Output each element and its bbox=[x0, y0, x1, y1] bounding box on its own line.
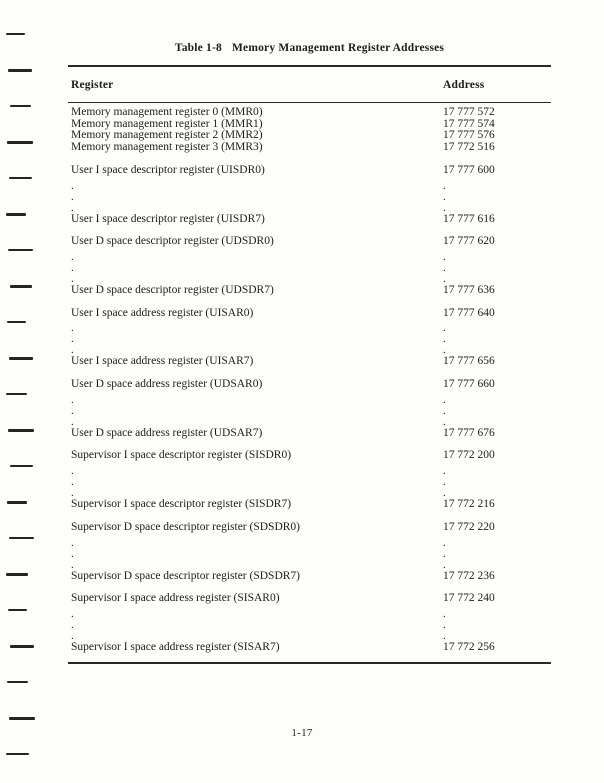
row-gap bbox=[68, 297, 551, 308]
continuation-dots-row bbox=[68, 406, 551, 417]
table-title bbox=[68, 41, 551, 55]
register-address: 17 777 576 bbox=[443, 129, 495, 142]
continuation-dot: . bbox=[443, 465, 446, 478]
continuation-dots-row bbox=[68, 609, 551, 620]
table-row bbox=[68, 285, 551, 297]
continuation-dots bbox=[68, 395, 551, 428]
register-address: 17 777 616 bbox=[443, 212, 495, 225]
continuation-dots bbox=[68, 538, 551, 571]
register-address: 17 777 660 bbox=[443, 378, 495, 391]
register-address: 17 777 676 bbox=[443, 426, 495, 439]
continuation-dots-row bbox=[68, 549, 551, 560]
register-name: User D space descriptor register (UDSDR7) bbox=[71, 283, 274, 296]
register-name: Supervisor D space descriptor register (SDSDR0) bbox=[71, 520, 300, 533]
continuation-dots-row bbox=[68, 477, 551, 488]
continuation-dot: . bbox=[71, 629, 74, 642]
continuation-dot: . bbox=[443, 558, 446, 571]
register-address: 17 777 572 bbox=[443, 106, 495, 118]
continuation-dot: . bbox=[71, 415, 74, 428]
continuation-dots-row bbox=[68, 620, 551, 631]
table-row bbox=[68, 236, 551, 248]
column-header-register: Register bbox=[71, 79, 114, 91]
table-row bbox=[68, 642, 551, 654]
table-header-row bbox=[68, 67, 551, 102]
table-row bbox=[68, 571, 551, 583]
binding-mark bbox=[9, 537, 34, 539]
binding-mark bbox=[10, 465, 33, 467]
continuation-dot: . bbox=[443, 393, 446, 406]
continuation-dots-row bbox=[68, 203, 551, 214]
table-content bbox=[68, 0, 551, 664]
binding-mark bbox=[9, 357, 33, 360]
continuation-dot: . bbox=[443, 322, 446, 335]
binding-mark bbox=[8, 429, 34, 432]
continuation-dot: . bbox=[443, 618, 446, 631]
continuation-dots-row bbox=[68, 395, 551, 406]
binding-mark bbox=[7, 501, 27, 504]
table-row bbox=[68, 165, 551, 177]
binding-mark bbox=[6, 213, 26, 216]
continuation-dot: . bbox=[443, 261, 446, 274]
register-name: Supervisor I space address register (SISAR0) bbox=[71, 592, 280, 605]
register-address: 17 777 656 bbox=[443, 355, 495, 368]
register-address: 17 772 216 bbox=[443, 498, 495, 511]
table-row bbox=[68, 107, 551, 119]
register-address: 17 777 636 bbox=[443, 283, 495, 296]
binding-mark bbox=[7, 141, 33, 144]
register-address: 17 777 574 bbox=[443, 117, 495, 130]
binding-mark bbox=[8, 69, 32, 72]
continuation-dot: . bbox=[71, 487, 74, 500]
table-row bbox=[68, 428, 551, 440]
binding-mark bbox=[10, 105, 31, 107]
continuation-dot: . bbox=[71, 607, 74, 620]
continuation-dot: . bbox=[71, 250, 74, 263]
register-name: Memory management register 1 (MMR1) bbox=[71, 117, 263, 130]
table-number: Table 1-8 bbox=[174, 42, 222, 54]
table-row bbox=[68, 379, 551, 391]
page-number: 1-17 bbox=[291, 727, 313, 739]
continuation-dot: . bbox=[71, 393, 74, 406]
continuation-dot: . bbox=[71, 618, 74, 631]
continuation-dot: . bbox=[71, 476, 74, 489]
table-row bbox=[68, 308, 551, 320]
continuation-dot: . bbox=[443, 547, 446, 560]
continuation-dot: . bbox=[71, 558, 74, 571]
binding-mark bbox=[10, 645, 34, 648]
binding-mark bbox=[9, 717, 35, 720]
table-row bbox=[68, 499, 551, 511]
continuation-dot: . bbox=[71, 404, 74, 417]
continuation-dots bbox=[68, 609, 551, 642]
continuation-dot: . bbox=[71, 547, 74, 560]
continuation-dot: . bbox=[71, 201, 74, 214]
continuation-dot: . bbox=[443, 344, 446, 357]
continuation-dots-row bbox=[68, 192, 551, 203]
register-address: 17 777 600 bbox=[443, 163, 495, 176]
binding-mark bbox=[7, 681, 28, 683]
continuation-dot: . bbox=[71, 333, 74, 346]
table-body bbox=[68, 103, 551, 654]
continuation-dots-row bbox=[68, 252, 551, 263]
register-address: 17 772 220 bbox=[443, 520, 495, 533]
continuation-dot: . bbox=[443, 629, 446, 642]
continuation-dot: . bbox=[71, 465, 74, 478]
binding-mark bbox=[6, 753, 29, 755]
register-name: User D space descriptor register (UDSDR0) bbox=[71, 235, 274, 248]
table-row bbox=[68, 450, 551, 462]
continuation-dot: . bbox=[71, 190, 74, 203]
register-name: Supervisor I space address register (SISAR7) bbox=[71, 640, 280, 653]
column-header-address: Address bbox=[443, 79, 485, 91]
register-name: Supervisor D space descriptor register (SDSDR7) bbox=[71, 569, 300, 582]
binding-mark bbox=[9, 177, 32, 179]
continuation-dots-row bbox=[68, 538, 551, 549]
continuation-dot: . bbox=[443, 190, 446, 203]
continuation-dot: . bbox=[443, 487, 446, 500]
register-name: User I space descriptor register (UISDR7) bbox=[71, 212, 265, 225]
register-name: Memory management register 2 (MMR2) bbox=[71, 129, 263, 142]
continuation-dot: . bbox=[443, 250, 446, 263]
register-name: User I space address register (UISAR0) bbox=[71, 306, 254, 319]
continuation-dot: . bbox=[71, 322, 74, 335]
binding-mark bbox=[8, 249, 33, 251]
table-row bbox=[68, 593, 551, 605]
continuation-dot: . bbox=[443, 536, 446, 549]
register-name: Memory management register 3 (MMR3) bbox=[71, 141, 263, 154]
continuation-dots bbox=[68, 252, 551, 285]
continuation-dots-row bbox=[68, 560, 551, 571]
binding-mark bbox=[6, 573, 28, 576]
continuation-dot: . bbox=[71, 261, 74, 274]
register-name: User I space descriptor register (UISDR0) bbox=[71, 163, 265, 176]
register-name: Supervisor I space descriptor register (SISDR0) bbox=[71, 449, 292, 462]
table-caption: Memory Management Register Addresses bbox=[231, 42, 445, 54]
continuation-dot: . bbox=[443, 415, 446, 428]
continuation-dot: . bbox=[71, 536, 74, 549]
continuation-dots bbox=[68, 181, 551, 214]
binding-mark bbox=[8, 609, 27, 611]
register-name: User I space address register (UISAR7) bbox=[71, 355, 254, 368]
continuation-dot: . bbox=[443, 607, 446, 620]
binding-mark bbox=[6, 33, 25, 35]
continuation-dots bbox=[68, 323, 551, 356]
continuation-dot: . bbox=[71, 179, 74, 192]
register-name: User D space address register (UDSAR0) bbox=[71, 378, 263, 391]
continuation-dot: . bbox=[443, 404, 446, 417]
bottom-rule bbox=[68, 662, 551, 664]
continuation-dot: . bbox=[71, 272, 74, 285]
binding-mark bbox=[6, 393, 27, 395]
register-name: Memory management register 0 (MMR0) bbox=[71, 106, 263, 118]
register-address: 17 772 256 bbox=[443, 640, 495, 653]
continuation-dot: . bbox=[443, 201, 446, 214]
continuation-dots bbox=[68, 466, 551, 499]
continuation-dots-row bbox=[68, 323, 551, 334]
register-address: 17 772 516 bbox=[443, 141, 495, 154]
table-row bbox=[68, 522, 551, 534]
register-name: User D space address register (UDSAR7) bbox=[71, 426, 263, 439]
table-row bbox=[68, 356, 551, 368]
continuation-dots-row bbox=[68, 263, 551, 274]
continuation-dots-row bbox=[68, 466, 551, 477]
register-address: 17 777 620 bbox=[443, 235, 495, 248]
continuation-dot: . bbox=[443, 179, 446, 192]
register-address: 17 772 236 bbox=[443, 569, 495, 582]
table-row bbox=[68, 214, 551, 226]
register-address: 17 772 200 bbox=[443, 449, 495, 462]
continuation-dot: . bbox=[443, 476, 446, 489]
continuation-dot: . bbox=[71, 344, 74, 357]
continuation-dots-row bbox=[68, 181, 551, 192]
register-address: 17 777 640 bbox=[443, 306, 495, 319]
table-row bbox=[68, 142, 551, 154]
continuation-dots-row bbox=[68, 334, 551, 345]
binding-mark bbox=[7, 321, 26, 323]
binding-mark bbox=[10, 285, 32, 288]
continuation-dot: . bbox=[443, 333, 446, 346]
register-name: Supervisor I space descriptor register (SISDR7) bbox=[71, 498, 292, 511]
register-address: 17 772 240 bbox=[443, 592, 495, 605]
continuation-dot: . bbox=[443, 272, 446, 285]
